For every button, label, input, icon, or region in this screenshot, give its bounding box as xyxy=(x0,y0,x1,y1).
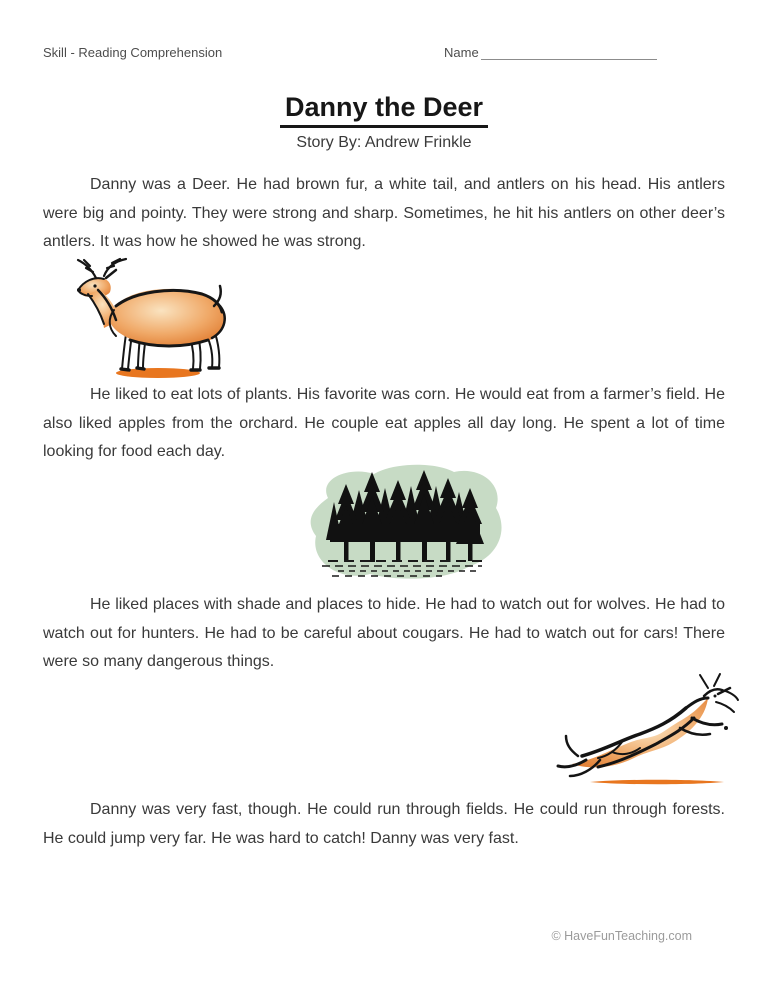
standing-deer-illustration xyxy=(62,256,258,385)
name-label: Name xyxy=(444,45,479,60)
byline: Story By: Andrew Frinkle xyxy=(296,134,472,151)
title-wrap xyxy=(0,92,768,128)
forest-illustration xyxy=(298,462,510,589)
leaping-deer-image xyxy=(552,672,764,790)
story-paragraph-3: He liked places with shade and places to hide. He had to watch out for wolves. He had to watch out for hunters. He had to be careful about cougars. He had to watch out for cars! There were so many dangerous things. xyxy=(43,596,725,670)
story-paragraph-4: Danny was very fast, though. He could run through fields. He could run through forests. He could jump very far. He was hard to catch! Danny was very fast. xyxy=(43,801,725,847)
footer-credit: © HaveFunTeaching.com xyxy=(551,929,692,943)
forest-image xyxy=(298,462,510,584)
skill-label: Skill - Reading Comprehension xyxy=(43,45,223,60)
name-blank-line xyxy=(481,46,657,60)
story-paragraph-2: He liked to eat lots of plants. His favorite was corn. He would eat from a farmer’s field. He also liked apples from the orchard. He couple eat apples all day long. He spent a lot of time looking for food each day. xyxy=(43,386,725,460)
story-paragraph-1: Danny was a Deer. He had brown fur, a white tail, and antlers on his head. His antlers were big and pointy. They were strong and sharp. Sometimes, he hit his antlers on other deer’s antlers. It was how he showed he was strong. xyxy=(43,176,725,250)
page-title: Danny the Deer xyxy=(280,92,488,128)
standing-deer-image xyxy=(62,256,258,380)
name-field-row xyxy=(444,45,657,60)
leaping-deer-illustration xyxy=(552,672,764,795)
